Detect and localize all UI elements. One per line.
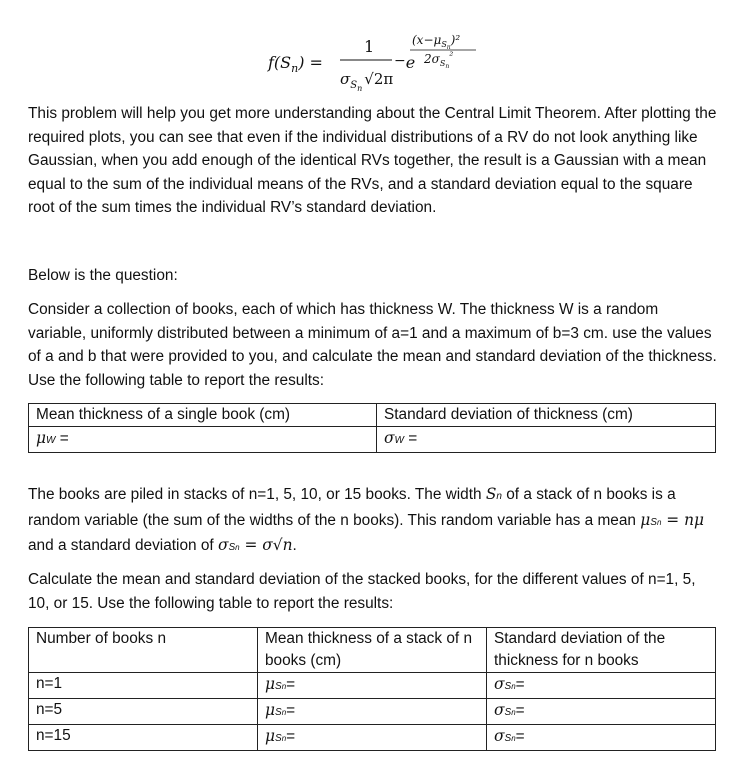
table-header-row: [29, 628, 716, 673]
table-header: Mean thickness of a single book (cm): [29, 404, 377, 427]
table-row: [29, 699, 716, 725]
mean-cell[interactable]: μSn=: [258, 673, 487, 699]
table-row: [29, 427, 716, 453]
single-book-table: [28, 403, 716, 453]
sd-cell[interactable]: σSn=: [487, 699, 716, 725]
question-label: Below is the question:: [28, 267, 178, 284]
formula-denominator: $\sigma_{Sn}√2\pi$: [340, 70, 394, 93]
table-row: [29, 725, 716, 751]
calc-paragraph: Calculate the mean and standard deviation of the stacked books, for the different values of n=1, 5, 10, or 15. Use the following table to report the results:: [28, 571, 696, 612]
sd-w-cell[interactable]: σW =: [377, 427, 716, 453]
intro-paragraph: This problem will help you get more understanding about the Central Limit Theorem. After plotting the required plots, you can see that even if the individual distributions of a RV do not look anything like Gaussian, when you add enough of the identical RVs together, the result is a Gaussian with a mean equal to the sum of the individual means of the RVs, and a standard deviation equal to the square root of the sum times the individual RV’s standard deviation.: [28, 105, 717, 216]
table-header: Standard deviation of the thickness for n books: [487, 628, 716, 673]
formula-lhs: $f(S_n)$ =: [268, 53, 323, 75]
formula-exp-numerator: $(x-\mu_Sn)^2$: [412, 33, 461, 51]
table-row: [29, 673, 716, 699]
n-cell: n=5: [29, 699, 258, 725]
mean-cell[interactable]: μSn=: [258, 699, 487, 725]
gaussian-formula: [0, 0, 752, 110]
sd-cell[interactable]: σSn=: [487, 673, 716, 699]
n-cell: n=1: [29, 673, 258, 699]
stack-paragraph: The books are piled in stacks of n=1, 5, 10, or 15 books. The width Sn of a stack of n books is a random variable (the sum of the widths of the n books). This random variable has a mean μSn = nμ and a standard deviation of σSn = σ√n.: [28, 485, 704, 554]
mean-cell[interactable]: μSn=: [258, 725, 487, 751]
formula-exp-base: −e: [394, 53, 416, 72]
table-header: Standard deviation of thickness (cm): [377, 404, 716, 427]
table-header: Mean thickness of a stack of n books (cm): [258, 628, 487, 673]
formula-exp-denominator: $2\sigma_Sn^{^2}$: [424, 51, 454, 70]
table-header-row: [29, 404, 716, 427]
n-cell: n=15: [29, 725, 258, 751]
table-header: Number of books n: [29, 628, 258, 673]
question-paragraph: Consider a collection of books, each of which has thickness W. The thickness W is a random variable, uniformly distributed between a minimum of a=1 and a maximum of b=3 cm. use the values of a and b that were provided to you, and calculate the mean and standard deviation of the thickness. Use the following table to report the results:: [28, 301, 717, 389]
mean-w-cell[interactable]: μW =: [29, 427, 377, 453]
formula-numerator: 1: [364, 37, 375, 56]
stack-table: [28, 627, 716, 751]
sd-cell[interactable]: σSn=: [487, 725, 716, 751]
